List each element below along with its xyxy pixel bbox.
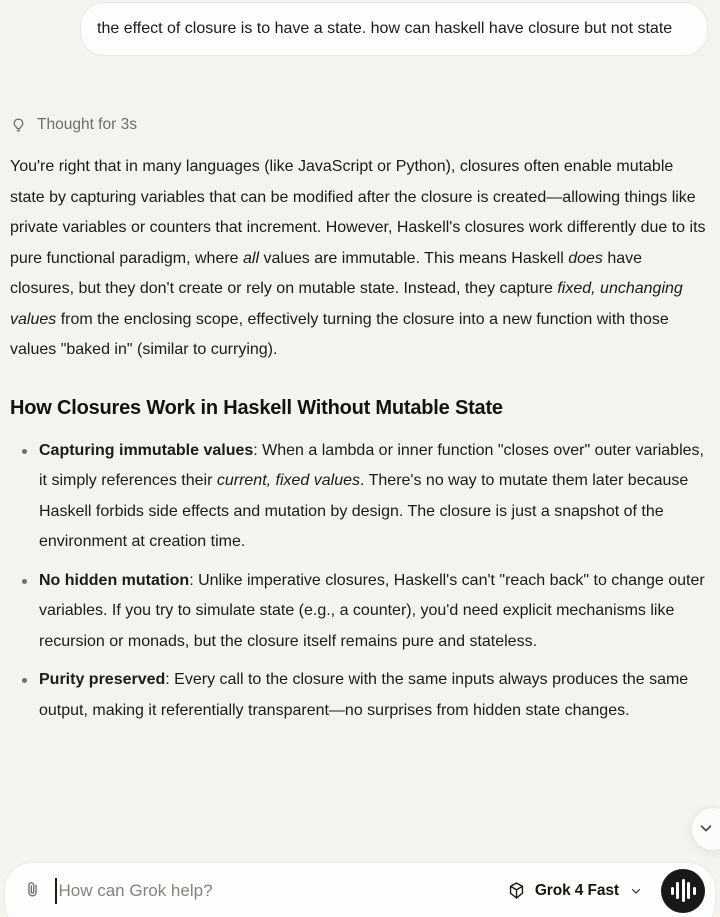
- scroll-to-bottom-button[interactable]: [691, 807, 720, 851]
- model-selector[interactable]: [503, 875, 647, 906]
- paperclip-icon: [23, 880, 42, 902]
- message-input[interactable]: [59, 881, 503, 901]
- list-item: Capturing immutable values: When a lambda or inner function "closes over" outer variables, it simply references their current, fixed values. There's no way to mutate them later because Haskell forbids side effects and mutation by design. The closure is just a snapshot of the environment at creation time.: [39, 436, 710, 558]
- bullet-list: [10, 436, 710, 727]
- model-name-label: Grok 4 Fast: [534, 881, 619, 899]
- lightbulb-icon: [10, 117, 27, 134]
- attach-file-button[interactable]: [21, 880, 43, 902]
- chevron-down-icon: [629, 884, 643, 898]
- waveform-icon: [671, 879, 696, 902]
- voice-mode-button[interactable]: [661, 869, 705, 913]
- model-cube-icon: [507, 881, 526, 900]
- message-input-wrap[interactable]: [55, 878, 503, 904]
- response-heading: How Closures Work in Haskell Without Mutable State: [10, 396, 503, 419]
- text-caret: [55, 878, 57, 904]
- response-intro-paragraph: You're right that in many languages (like JavaScript or Python), closures often enable mutable state by capturing variables that can be modified after the closure is created—allowing things like private variables or counters that increment. However, Haskell's closures work differently due to its pure functional paradigm, where all values are immutable. This means Haskell does have closures, but they don't create or rely on mutable state. Instead, they capture fixed, unchanging values from the enclosing scope, effectively turning the closure into a new function with those values "baked in" (similar to currying).: [10, 158, 706, 358]
- list-item: Purity preserved: Every call to the closure with the same inputs always produces the same output, making it referentially transparent—no surprises from hidden state changes.: [39, 665, 710, 726]
- list-item: No hidden mutation: Unlike imperative closures, Haskell's can't "reach back" to change outer variables. If you try to simulate state (e.g., a counter), you'd need explicit mechanisms like recursion or monads, but the closure itself remains pure and stateless.: [39, 566, 710, 658]
- user-message-bubble: [80, 2, 708, 56]
- thought-duration-toggle[interactable]: [10, 116, 137, 134]
- thought-label: Thought for 3s: [37, 116, 137, 133]
- assistant-response: [10, 152, 710, 726]
- composer-bar[interactable]: [4, 862, 716, 917]
- user-message-text: the effect of closure is to have a state. how can haskell have closure but not state: [97, 20, 673, 37]
- chevron-down-icon: [697, 819, 720, 840]
